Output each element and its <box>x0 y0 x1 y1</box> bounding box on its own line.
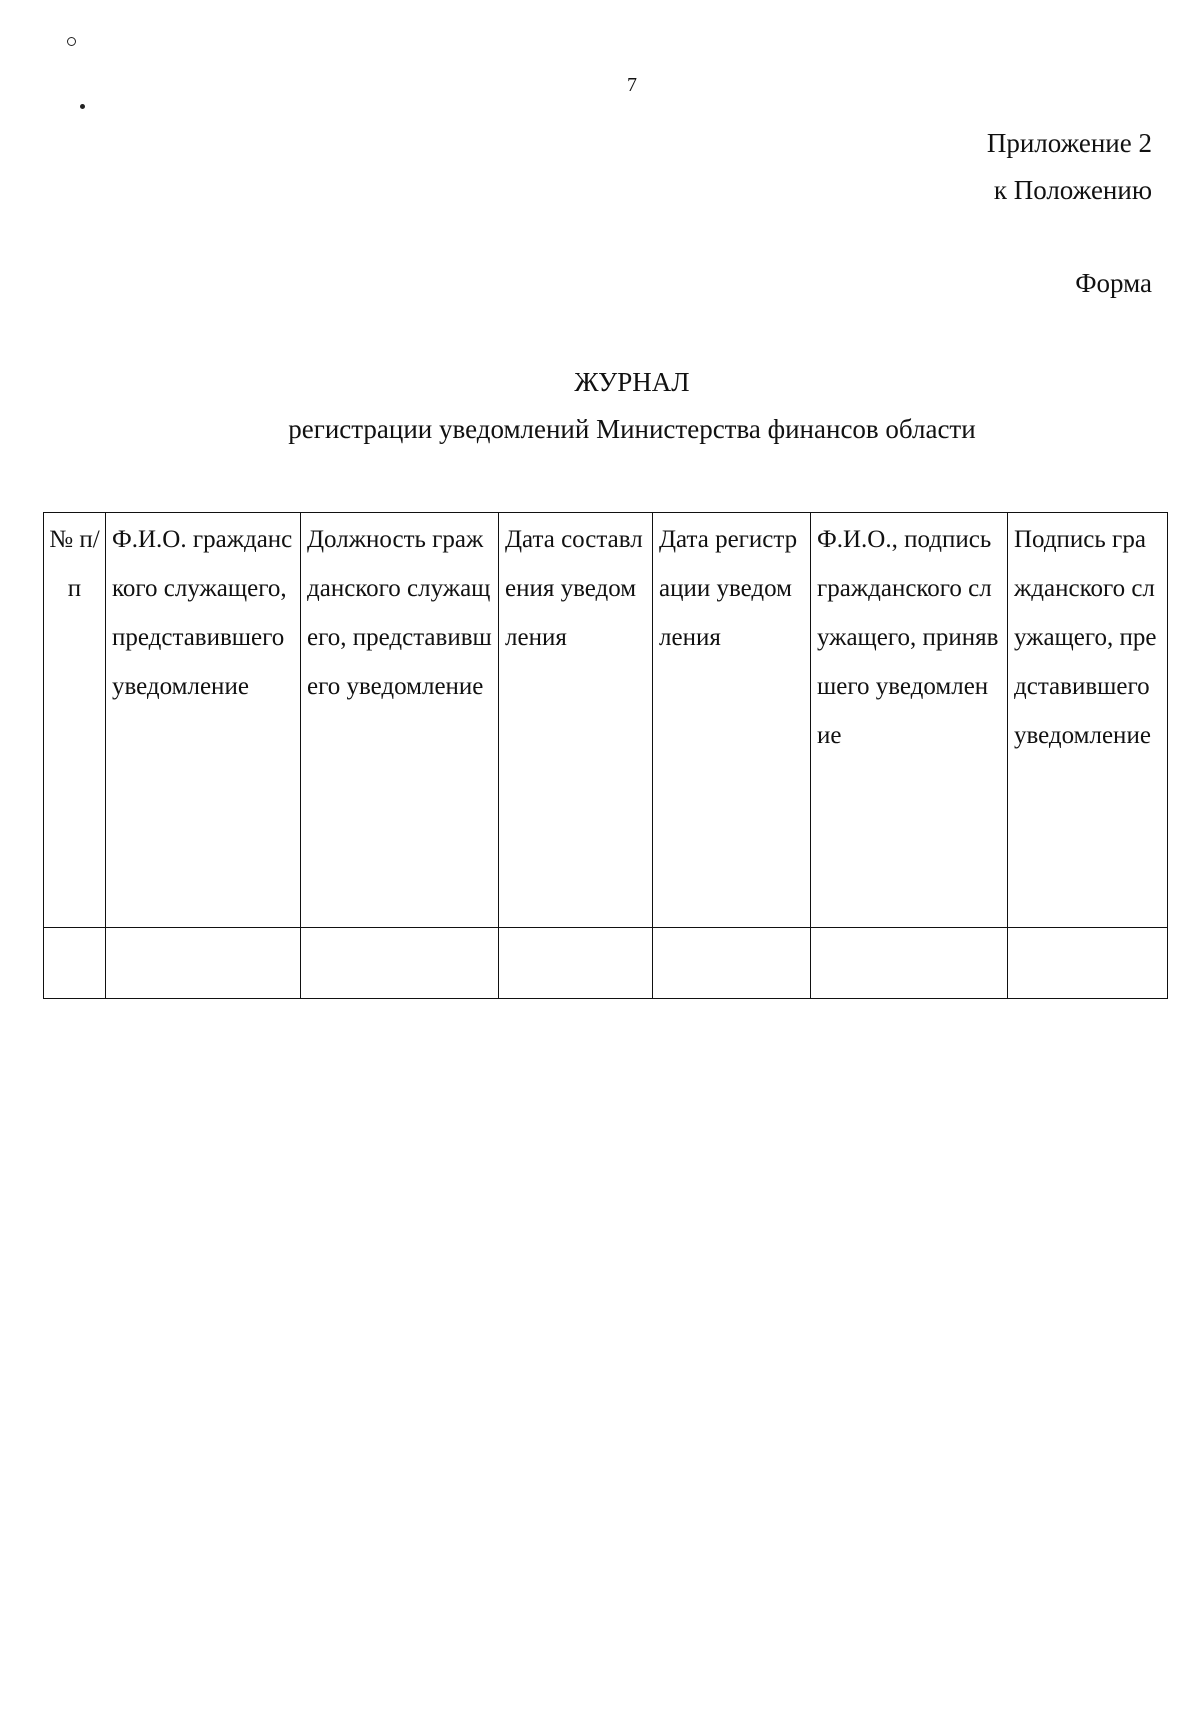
table-cell <box>811 928 1008 999</box>
scan-speck <box>67 37 76 46</box>
header-cell-receiver: Ф.И.О., подпись гражданского служащего, принявшего уведомление <box>811 513 1008 928</box>
appendix-reference <box>987 120 1152 214</box>
header-cell-number: № п/п <box>44 513 106 928</box>
journal-table <box>43 512 1168 999</box>
table-cell <box>653 928 811 999</box>
appendix-line-1: Приложение 2 <box>986 128 1152 158</box>
table-cell <box>301 928 499 999</box>
header-cell-signature: Подпись гражданского служащего, представившего уведомление <box>1008 513 1168 928</box>
table-cell <box>44 928 106 999</box>
page-number: 7 <box>627 74 637 96</box>
table-cell <box>1008 928 1168 999</box>
table-row <box>44 928 1168 999</box>
header-cell-date-composed: Дата составления уведомления <box>499 513 653 928</box>
header-cell-position: Должность гражданского служащего, представившего уведомление <box>301 513 499 928</box>
appendix-line-2: к Положению <box>993 175 1152 205</box>
scan-speck <box>80 104 85 109</box>
document-subtitle: регистрации уведомлений Министерства финансов области <box>288 414 976 444</box>
table-cell <box>499 928 653 999</box>
form-label: Форма <box>1075 268 1152 298</box>
table-cell <box>106 928 301 999</box>
document-title: ЖУРНАЛ <box>574 367 690 397</box>
table-header-row <box>44 513 1168 928</box>
header-cell-fio: Ф.И.О. гражданского служащего, представившего уведомление <box>106 513 301 928</box>
header-cell-date-registered: Дата регистрации уведомления <box>653 513 811 928</box>
